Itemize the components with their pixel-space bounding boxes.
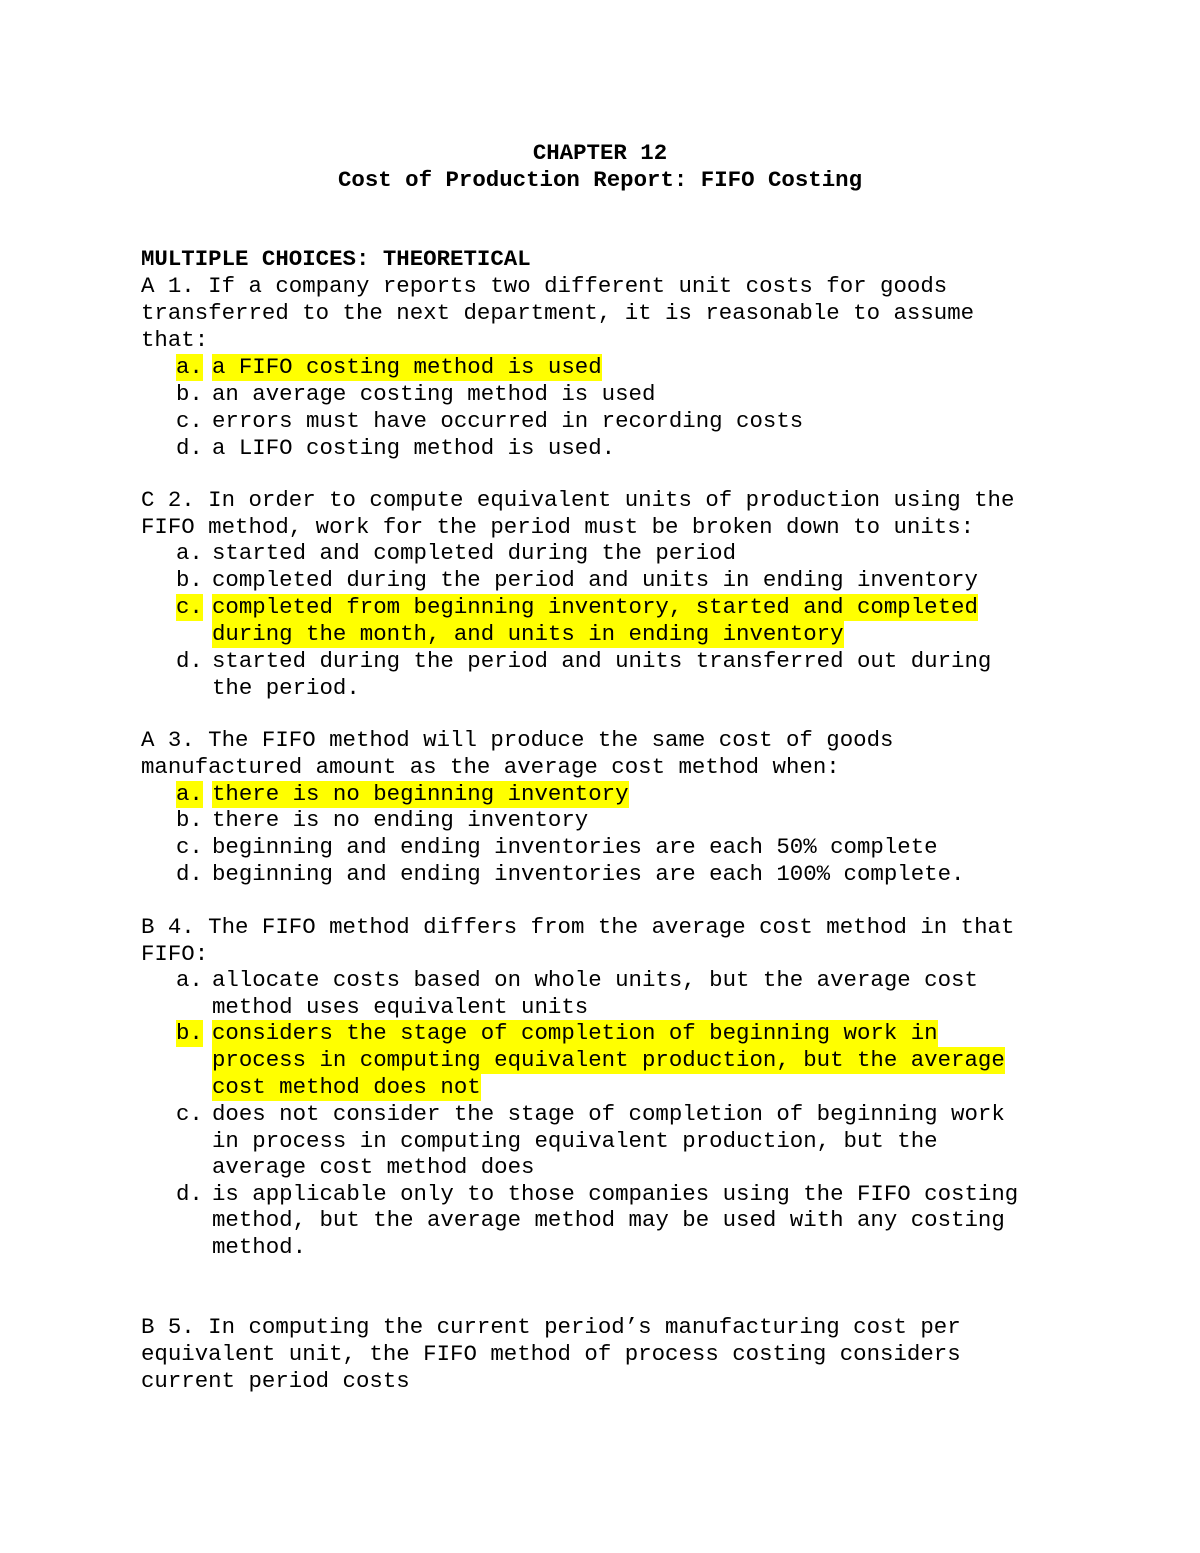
option-text: started and completed during the period — [212, 540, 737, 566]
option-letter: a. — [176, 540, 203, 566]
question-stem-line: A 3. The FIFO method will produce the same cost of goods — [141, 727, 894, 753]
option-text: method uses equivalent units — [212, 994, 589, 1020]
option-text: beginning and ending inventories are each 100% complete. — [212, 861, 965, 887]
question-stem-line: C 2. In order to compute equivalent units of production using the — [141, 487, 1015, 513]
chapter-number: CHAPTER 12 — [532, 140, 668, 166]
option-letter: b. — [176, 1020, 203, 1046]
option-text: during the month, and units in ending inventory — [212, 621, 844, 647]
option-letter: a. — [176, 967, 203, 993]
option-text: started during the period and units transferred out during — [212, 648, 992, 674]
option-letter: b. — [176, 567, 203, 593]
option-text: a FIFO costing method is used — [212, 354, 602, 380]
section-title: MULTIPLE CHOICES: THEORETICAL — [141, 246, 531, 272]
option-letter: c. — [176, 594, 203, 620]
question-stem-line: equivalent unit, the FIFO method of process costing considers — [141, 1341, 961, 1367]
option-text: errors must have occurred in recording costs — [212, 408, 804, 434]
question-stem-line: current period costs — [141, 1368, 410, 1394]
option-text: the period. — [212, 675, 360, 701]
option-text: in process in computing equivalent production, but the — [212, 1128, 938, 1154]
option-letter: b. — [176, 807, 203, 833]
option-letter: d. — [176, 1181, 203, 1207]
option-text: method. — [212, 1234, 307, 1260]
question-stem-line: transferred to the next department, it is reasonable to assume — [141, 300, 975, 326]
option-letter: d. — [176, 648, 203, 674]
question-stem-line: B 5. In computing the current period’s manufacturing cost per — [141, 1314, 961, 1340]
chapter-title: Cost of Production Report: FIFO Costing — [337, 167, 863, 193]
option-text: method, but the average method may be used with any costing — [212, 1207, 1005, 1233]
option-text: does not consider the stage of completion of beginning work — [212, 1101, 1005, 1127]
option-text: is applicable only to those companies using the FIFO costing — [212, 1181, 1019, 1207]
option-text: completed from beginning inventory, started and completed — [212, 594, 978, 620]
option-text: a LIFO costing method is used. — [212, 435, 616, 461]
option-text: an average costing method is used — [212, 381, 656, 407]
option-text: there is no beginning inventory — [212, 781, 629, 807]
question-stem-line: A 1. If a company reports two different unit costs for goods — [141, 273, 948, 299]
option-letter: a. — [176, 781, 203, 807]
option-text: there is no ending inventory — [212, 807, 589, 833]
option-text: completed during the period and units in ending inventory — [212, 567, 978, 593]
question-stem-line: FIFO: — [141, 941, 209, 967]
option-text: beginning and ending inventories are each 50% complete — [212, 834, 938, 860]
option-letter: c. — [176, 408, 203, 434]
option-letter: c. — [176, 1101, 203, 1127]
question-stem-line: B 4. The FIFO method differs from the average cost method in that — [141, 914, 1015, 940]
option-text: process in computing equivalent production, but the average — [212, 1047, 1005, 1073]
option-letter: d. — [176, 435, 203, 461]
question-stem-line: manufactured amount as the average cost method when: — [141, 754, 840, 780]
option-text: considers the stage of completion of beginning work in — [212, 1020, 938, 1046]
option-text: cost method does not — [212, 1074, 481, 1100]
question-stem-line: that: — [141, 327, 209, 353]
option-letter: b. — [176, 381, 203, 407]
question-stem-line: FIFO method, work for the period must be broken down to units: — [141, 514, 975, 540]
option-letter: c. — [176, 834, 203, 860]
option-letter: a. — [176, 354, 203, 380]
option-text: allocate costs based on whole units, but the average cost — [212, 967, 978, 993]
option-text: average cost method does — [212, 1154, 535, 1180]
option-letter: d. — [176, 861, 203, 887]
